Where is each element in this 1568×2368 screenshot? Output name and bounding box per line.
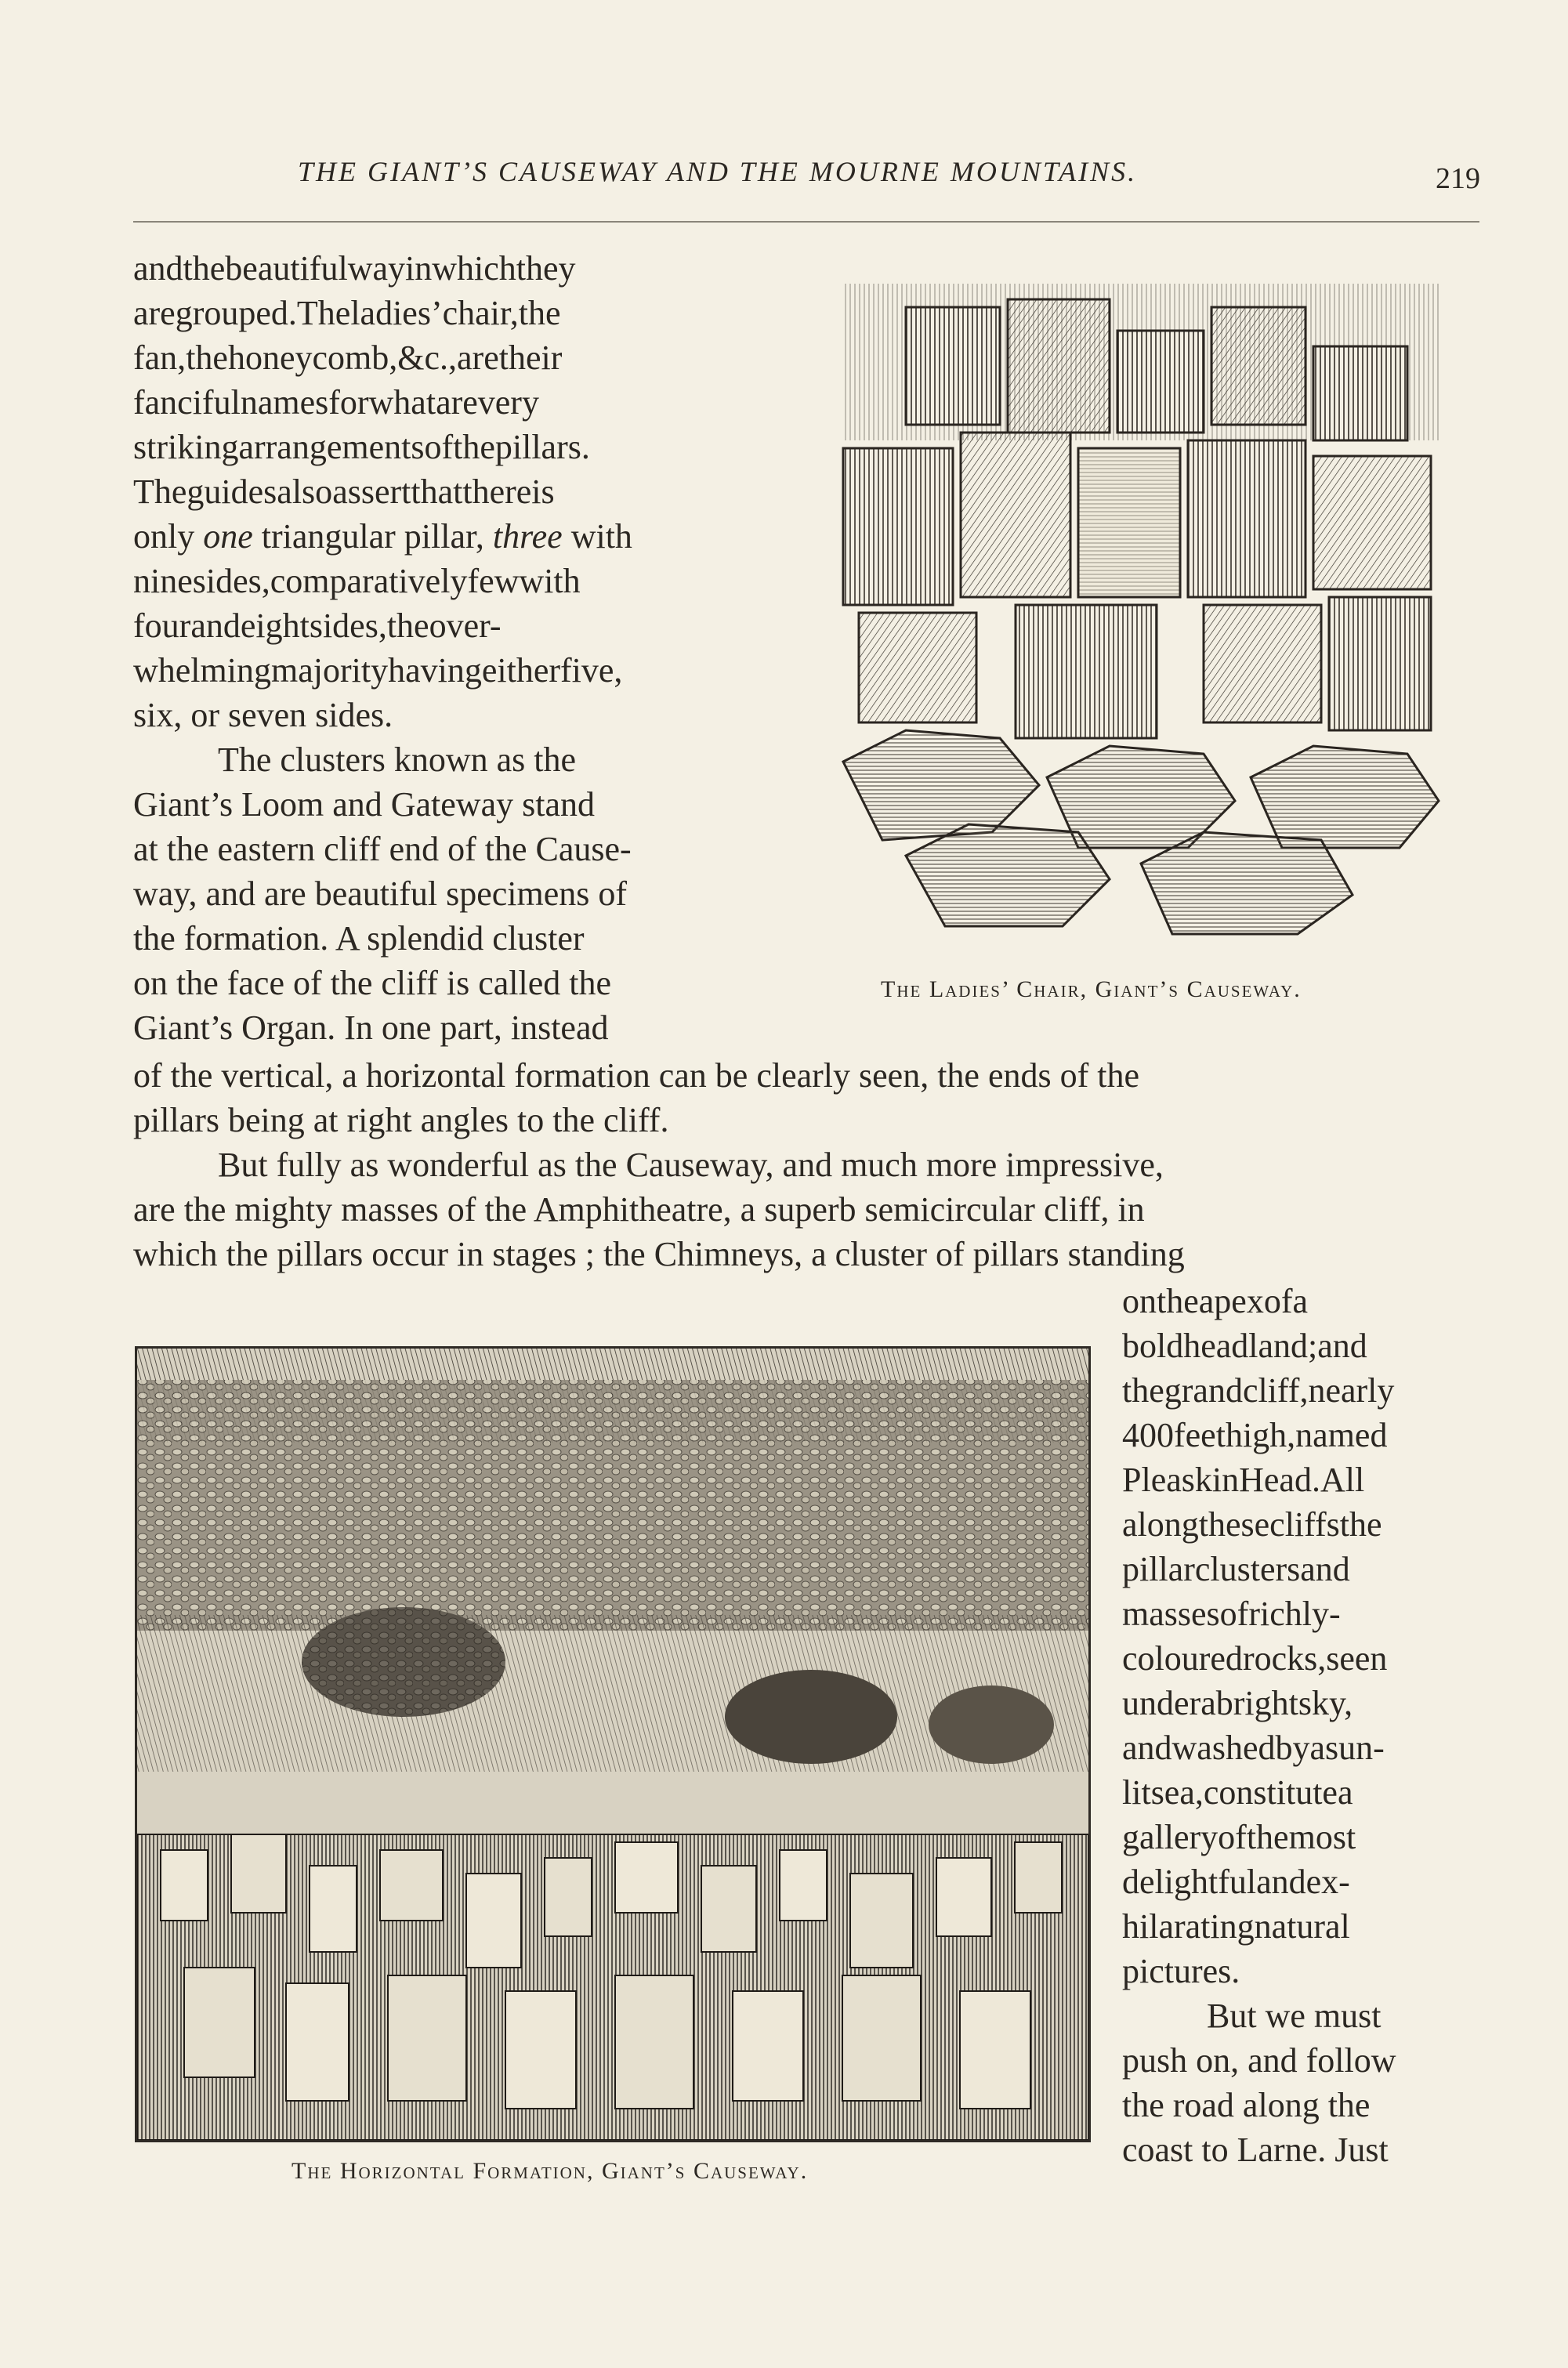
word: for [328, 383, 369, 422]
word: the [1339, 1505, 1382, 1544]
word: in [405, 249, 433, 288]
text-line [133, 425, 768, 469]
word: and [133, 249, 183, 288]
word: these [1198, 1505, 1270, 1544]
text-line: at the eastern cliff end of the Cause- [133, 830, 632, 868]
word: cliffs [1269, 1505, 1340, 1544]
ladies-chair-illustration [812, 276, 1462, 951]
word: fan, [133, 339, 186, 377]
text-line: But we must [1207, 1997, 1382, 2035]
word: apex [1198, 1282, 1264, 1320]
word: having [388, 651, 482, 690]
header-rule [133, 221, 1479, 223]
text-line: Giant’s Organ. In one part, instead [133, 1008, 609, 1047]
word: sides, [192, 562, 270, 600]
word: and [1300, 1550, 1350, 1588]
text-line [1122, 1547, 1473, 1591]
word: of [1218, 1818, 1247, 1856]
text-column-upper [133, 246, 768, 1050]
text-column-lower [1122, 1279, 1473, 2172]
word: a [1200, 1684, 1216, 1722]
word: masses [1122, 1595, 1220, 1633]
word: very [477, 383, 539, 422]
word: striking [133, 428, 239, 466]
text-line: pillars being at right angles to the cliff. [133, 1101, 669, 1139]
word: the [453, 428, 495, 466]
word: coloured [1122, 1639, 1243, 1678]
text-line [133, 380, 768, 425]
word: sky, [1298, 1684, 1353, 1722]
word: majority [270, 651, 389, 690]
word: 400 [1122, 1416, 1174, 1454]
word: are [457, 339, 499, 377]
text-line [1122, 1815, 1473, 1859]
word: named [1295, 1416, 1388, 1454]
text-line [1122, 1770, 1473, 1815]
text-line [133, 648, 768, 693]
word: under [1122, 1684, 1201, 1722]
word: natural [1254, 1907, 1350, 1946]
word: the [1246, 1818, 1289, 1856]
word: clusters [1194, 1550, 1301, 1588]
word: that [411, 473, 463, 511]
word: pillar [1122, 1550, 1195, 1588]
text-line [1122, 1725, 1473, 1770]
text-line [133, 291, 768, 335]
word: honeycomb, [227, 339, 398, 377]
word: are [436, 383, 478, 422]
text-line [133, 246, 768, 291]
text-line [133, 559, 768, 603]
text-line: pictures. [1122, 1952, 1240, 1990]
italic-word: three [492, 517, 563, 556]
word: is [531, 473, 555, 511]
word: four [133, 606, 191, 645]
word: nine [133, 562, 193, 600]
word: Pleaskin [1122, 1461, 1240, 1499]
word: there [462, 473, 532, 511]
word: headland [1183, 1327, 1309, 1365]
word: of [424, 428, 454, 466]
text-line: of the vertical, a horizontal formation can be clearly seen, the ends of the [133, 1056, 1140, 1095]
word: which [432, 249, 516, 288]
word: by [1275, 1729, 1310, 1767]
word: and [190, 606, 241, 645]
text-line [1122, 1323, 1473, 1368]
text-line: on the face of the cliff is called the [133, 964, 612, 1002]
word: ladies’ [350, 294, 443, 332]
word: hilarating [1122, 1907, 1255, 1946]
word: sides, [309, 606, 387, 645]
word: constitute [1203, 1773, 1338, 1812]
word: high, [1225, 1416, 1296, 1454]
word: beautiful [225, 249, 348, 288]
word: eight [240, 606, 310, 645]
word: are [133, 294, 176, 332]
word: grouped. [175, 294, 297, 332]
word: delightful [1122, 1863, 1257, 1901]
word: the [183, 249, 226, 288]
word: with [519, 562, 581, 600]
word: sea, [1150, 1773, 1204, 1812]
word: five, [560, 651, 623, 690]
word: feet [1174, 1416, 1226, 1454]
word: a [1337, 1773, 1353, 1812]
word: over- [429, 606, 502, 645]
text-line [1122, 1279, 1473, 1323]
word: lit [1122, 1773, 1151, 1812]
text-line [1122, 1904, 1473, 1949]
word: All [1320, 1461, 1365, 1499]
word: gallery [1122, 1818, 1219, 1856]
text-line [1122, 1859, 1473, 1904]
text-line: the road along the [1122, 2086, 1371, 2124]
word: names [240, 383, 329, 422]
word: they [516, 249, 576, 288]
word: what [368, 383, 436, 422]
word: the [186, 339, 228, 377]
word: a [1309, 1729, 1326, 1767]
text-line: But fully as wonderful as the Causeway, and much more impressive, [218, 1146, 1164, 1184]
text-line: coast to Larne. Just [1122, 2131, 1389, 2169]
text-line: push on, and follow [1122, 2041, 1396, 2080]
word: of [1263, 1282, 1293, 1320]
text-line [1122, 1591, 1473, 1636]
word: along [1122, 1505, 1199, 1544]
word: way [347, 249, 405, 288]
word: chair, [442, 294, 519, 332]
word: grand [1164, 1371, 1243, 1410]
word: washed [1171, 1729, 1276, 1767]
word: bright [1215, 1684, 1298, 1722]
word: the [1157, 1282, 1199, 1320]
word: ex- [1305, 1863, 1350, 1901]
text-line: which the pillars occur in stages ; the Chimneys, a cluster of pillars standing [133, 1235, 1185, 1273]
text-line [1122, 1413, 1473, 1457]
word: sun- [1325, 1729, 1385, 1767]
word: either [481, 651, 561, 690]
word: few [467, 562, 520, 600]
text-line: are the mighty masses of the Amphitheatre, a superb semicircular cliff, in [133, 1190, 1145, 1229]
text-line: Giant’s Loom and Gateway stand [133, 785, 595, 824]
word: a [1292, 1282, 1309, 1320]
word: The [296, 294, 351, 332]
word: on [1122, 1282, 1157, 1320]
word: fanciful [133, 383, 241, 422]
text-line [133, 603, 768, 648]
word: assert [332, 473, 411, 511]
word: the [386, 606, 429, 645]
text-line: way, and are beautiful specimens of [133, 874, 628, 913]
text-line: the formation. A splendid cluster [133, 919, 585, 958]
word: The [133, 473, 187, 511]
word: comparatively [270, 562, 468, 600]
text-line [133, 335, 768, 380]
text-line: The clusters known as the [218, 740, 576, 779]
word: pillars. [494, 428, 590, 466]
horizontal-formation-caption: The Horizontal Formation, Giant’s Causeway. [292, 2158, 809, 2184]
word: guides [186, 473, 277, 511]
page-number: 219 [1436, 162, 1480, 195]
text-line [1122, 1368, 1473, 1413]
word: whelming [133, 651, 271, 690]
text-line: six, or seven sides. [133, 696, 393, 734]
word: richly- [1248, 1595, 1341, 1633]
word: cliff, [1242, 1371, 1309, 1410]
italic-word: one [203, 517, 253, 556]
word: bold [1122, 1327, 1184, 1365]
word: the [518, 294, 561, 332]
horizontal-formation-illustration [135, 1346, 1091, 2142]
word: nearly [1308, 1371, 1395, 1410]
word: their [498, 339, 563, 377]
word: ; [1308, 1327, 1318, 1365]
text-line [133, 469, 768, 514]
text-line: only one triangular pillar, three with [133, 517, 632, 556]
word: rocks, [1242, 1639, 1327, 1678]
word: most [1288, 1818, 1356, 1856]
word: and [1317, 1327, 1367, 1365]
word: Head. [1239, 1461, 1320, 1499]
running-head: THE GIANT’S CAUSEWAY AND THE MOURNE MOUNTAINS. [298, 156, 1138, 187]
word: and [1256, 1863, 1306, 1901]
word: and [1122, 1729, 1172, 1767]
word: also [277, 473, 333, 511]
word: of [1219, 1595, 1249, 1633]
word: seen [1326, 1639, 1388, 1678]
text-line [1122, 1502, 1473, 1547]
ladies-chair-caption: The Ladies’ Chair, Giant’s Causeway. [881, 976, 1302, 1002]
text-line [1122, 1636, 1473, 1681]
word: the [1122, 1371, 1164, 1410]
text-line [1122, 1681, 1473, 1725]
text-line [1122, 1457, 1473, 1502]
word: arrangements [238, 428, 425, 466]
word: &c., [397, 339, 458, 377]
text-full-width [133, 1053, 1473, 1276]
